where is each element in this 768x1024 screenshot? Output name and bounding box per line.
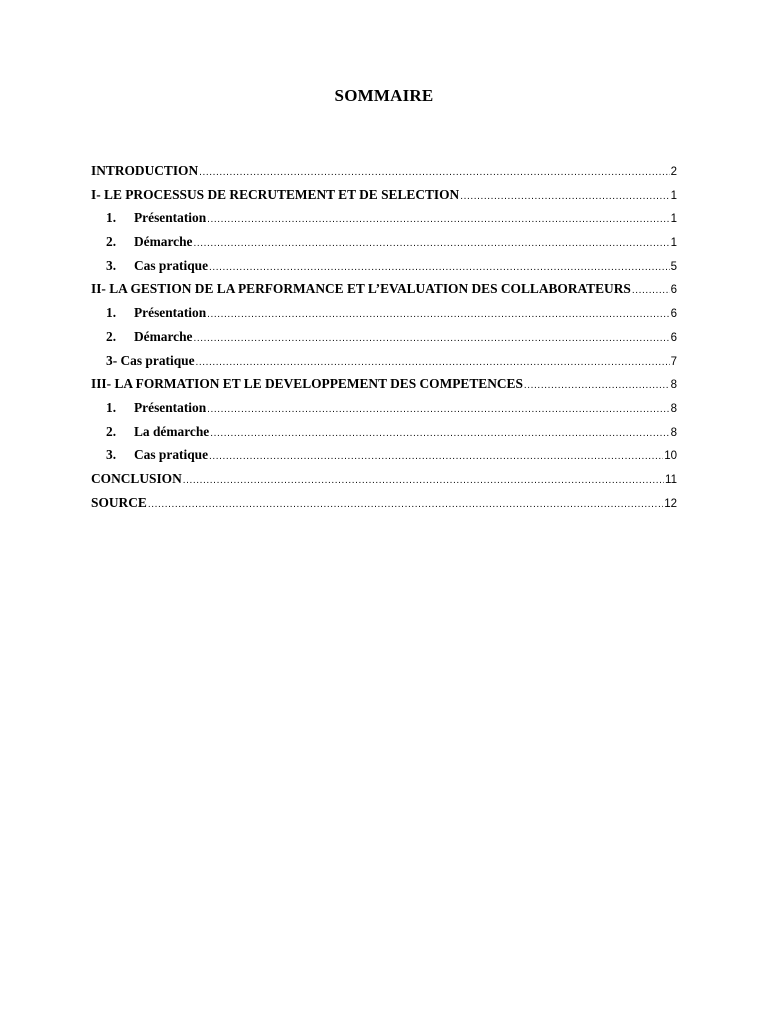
dot-leader bbox=[460, 191, 669, 202]
dot-leader bbox=[207, 404, 669, 415]
toc-subentry[interactable] bbox=[91, 400, 677, 424]
toc-entry-label: CONCLUSION bbox=[91, 470, 182, 486]
toc-subentry[interactable] bbox=[91, 234, 677, 258]
toc-subentry[interactable] bbox=[91, 305, 677, 329]
dot-leader bbox=[209, 451, 663, 462]
toc-entry-label: III- LA FORMATION ET LE DEVELOPPEMENT DES COMPETENCES bbox=[91, 376, 523, 392]
toc-entry[interactable] bbox=[91, 187, 677, 211]
dot-leader bbox=[207, 309, 669, 320]
toc-subentry-label bbox=[91, 424, 209, 440]
toc-subentry[interactable] bbox=[91, 447, 677, 471]
dot-leader bbox=[183, 475, 664, 486]
dot-leader bbox=[199, 167, 669, 178]
dot-leader bbox=[209, 262, 670, 273]
toc-subentry[interactable] bbox=[91, 424, 677, 448]
toc-entry-page: 1 bbox=[670, 237, 677, 250]
dot-leader bbox=[194, 238, 670, 249]
toc-subentry-text: Démarche bbox=[134, 234, 193, 250]
table-of-contents bbox=[91, 163, 677, 518]
toc-subentry-label bbox=[91, 258, 208, 274]
toc-entry-page: 8 bbox=[670, 402, 677, 415]
toc-subentry-text: Présentation bbox=[134, 305, 207, 321]
toc-entry-label: INTRODUCTION bbox=[91, 163, 199, 178]
toc-entry-page: 2 bbox=[670, 166, 677, 178]
toc-entry-label: SOURCE bbox=[91, 494, 147, 510]
toc-subentry-label bbox=[91, 447, 208, 463]
page-title: SOMMAIRE bbox=[334, 86, 434, 105]
toc-entry-page: 7 bbox=[670, 355, 677, 368]
toc-entry-page: 6 bbox=[670, 331, 677, 344]
toc-entry[interactable] bbox=[91, 281, 677, 305]
dot-leader bbox=[210, 428, 669, 439]
toc-subentry-text: La démarche bbox=[134, 423, 210, 439]
toc-subentry[interactable] bbox=[91, 210, 677, 234]
toc-entry-page: 6 bbox=[670, 308, 677, 321]
toc-entry-label: I- LE PROCESSUS DE RECRUTEMENT ET DE SELECTION bbox=[91, 186, 460, 202]
toc-subentry[interactable] bbox=[91, 329, 677, 353]
toc-subentry-label: 3- Cas pratique bbox=[106, 352, 195, 368]
toc-subentry[interactable] bbox=[91, 353, 677, 377]
toc-entry-page: 1 bbox=[670, 189, 677, 202]
toc-subentry-number: 1. bbox=[106, 305, 117, 321]
toc-subentry-label bbox=[91, 234, 193, 250]
toc-subentry-number: 3. bbox=[106, 257, 117, 273]
toc-entry[interactable] bbox=[91, 471, 677, 495]
toc-entry[interactable] bbox=[91, 163, 677, 187]
dot-leader bbox=[207, 214, 669, 225]
toc-entry-label: II- LA GESTION DE LA PERFORMANCE ET L’EVALUATION DES COLLABORATEURS bbox=[91, 281, 631, 297]
toc-subentry-label bbox=[91, 210, 206, 226]
dot-leader bbox=[148, 499, 663, 510]
toc-entry[interactable] bbox=[91, 376, 677, 400]
toc-entry-page: 11 bbox=[665, 473, 677, 486]
toc-entry-page: 5 bbox=[670, 260, 677, 273]
toc-subentry[interactable] bbox=[91, 258, 677, 282]
toc-subentry-text: Cas pratique bbox=[134, 447, 209, 463]
toc-subentry-number: 3. bbox=[106, 447, 117, 463]
toc-entry-page: 12 bbox=[664, 497, 677, 510]
toc-subentry-label bbox=[91, 329, 193, 345]
dot-leader bbox=[196, 357, 670, 368]
toc-subentry-text: Présentation bbox=[134, 399, 207, 415]
toc-subentry-label bbox=[91, 305, 206, 321]
toc-entry-page: 8 bbox=[670, 379, 677, 392]
dot-leader bbox=[524, 380, 670, 391]
toc-entry-page: 6 bbox=[670, 284, 677, 297]
dot-leader bbox=[194, 333, 670, 344]
toc-entry-page: 8 bbox=[670, 426, 677, 439]
toc-subentry-number: 2. bbox=[106, 234, 117, 250]
toc-subentry-number: 2. bbox=[106, 423, 117, 439]
toc-entry-page: 1 bbox=[670, 213, 677, 226]
toc-subentry-text: Présentation bbox=[134, 210, 207, 226]
toc-subentry-label bbox=[91, 400, 206, 416]
toc-entry[interactable] bbox=[91, 495, 677, 519]
toc-subentry-number: 1. bbox=[106, 399, 117, 415]
dot-leader bbox=[632, 285, 670, 296]
toc-entry-page: 10 bbox=[664, 450, 677, 463]
toc-subentry-text: Démarche bbox=[134, 328, 193, 344]
toc-subentry-number: 2. bbox=[106, 328, 117, 344]
toc-subentry-number: 1. bbox=[106, 210, 117, 226]
toc-subentry-text: Cas pratique bbox=[134, 257, 209, 273]
